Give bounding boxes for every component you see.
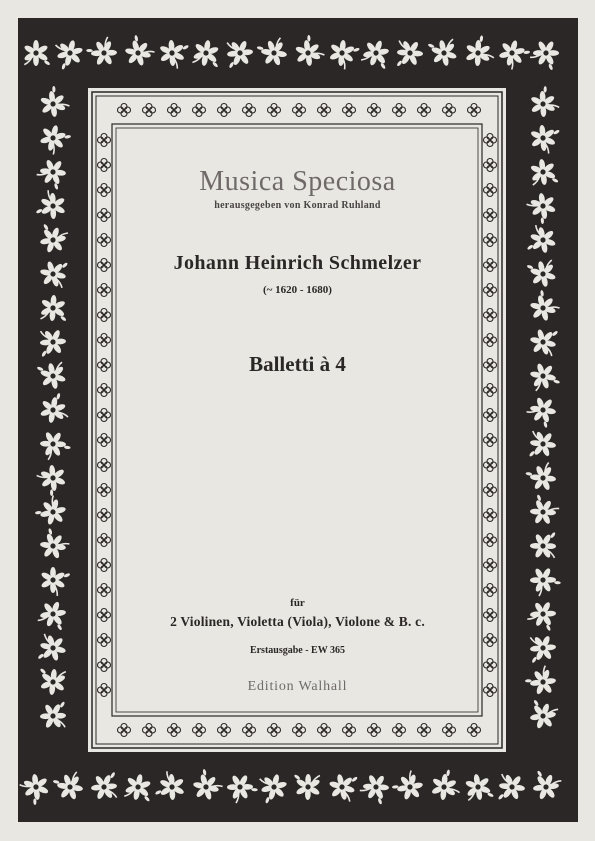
for-label: für	[290, 597, 305, 609]
series-title: Musica Speciosa	[199, 166, 396, 197]
instrumentation: 2 Violinen, Violetta (Viola), Violone & B. c.	[170, 614, 425, 629]
composer-name: Johann Heinrich Schmelzer	[173, 252, 422, 274]
quatrefoil-ornament-icon	[98, 104, 497, 737]
work-title: Balletti à 4	[249, 352, 346, 376]
series-editor: herausgegeben von Konrad Ruhland	[214, 200, 381, 211]
edition-number: Erstausgabe - EW 365	[249, 645, 346, 656]
publisher-name: Edition Walhall	[247, 679, 348, 694]
composer-dates: (~ 1620 - 1680)	[263, 284, 332, 296]
